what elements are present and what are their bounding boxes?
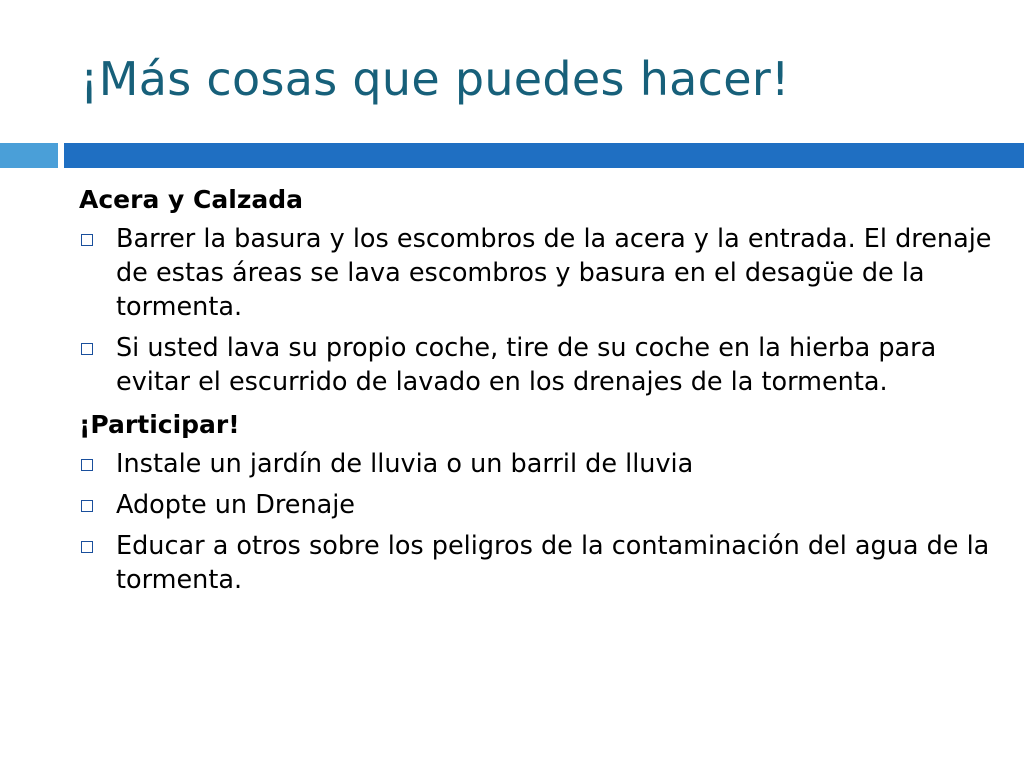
- square-bullet-icon: [81, 500, 93, 512]
- list-item-text: Si usted lava su propio coche, tire de su coche en la hierba para evitar el escurrido de lavado en los drenajes de la tormenta.: [116, 333, 937, 397]
- section-heading-acera: Acera y Calzada: [79, 185, 303, 214]
- square-bullet-icon: [81, 541, 93, 553]
- square-bullet-icon: [81, 459, 93, 471]
- title-rule-bar: [64, 143, 1024, 168]
- title-rule-accent: [0, 143, 58, 168]
- square-bullet-icon: [81, 234, 93, 246]
- list-item-text: Educar a otros sobre los peligros de la contaminación del agua de la tormenta.: [116, 531, 990, 595]
- bullet-list-participar: [79, 447, 1009, 597]
- section-heading-participar: ¡Participar!: [79, 410, 240, 439]
- square-bullet-icon: [81, 343, 93, 355]
- list-item: [79, 488, 1009, 522]
- list-item-text: Adopte un Drenaje: [116, 490, 356, 520]
- slide-title: ¡Más cosas que puedes hacer!: [80, 52, 790, 106]
- list-item: [79, 529, 1009, 597]
- list-item: [79, 331, 1009, 399]
- bullet-list-acera: [79, 222, 1009, 399]
- list-item-text: Instale un jardín de lluvia o un barril de lluvia: [116, 449, 694, 479]
- slide-body: [79, 182, 1009, 604]
- list-item: [79, 447, 1009, 481]
- list-item-text: Barrer la basura y los escombros de la acera y la entrada. El drenaje de estas áreas se lava escombros y basura en el desagüe de la tormenta.: [116, 224, 992, 322]
- list-item: [79, 222, 1009, 324]
